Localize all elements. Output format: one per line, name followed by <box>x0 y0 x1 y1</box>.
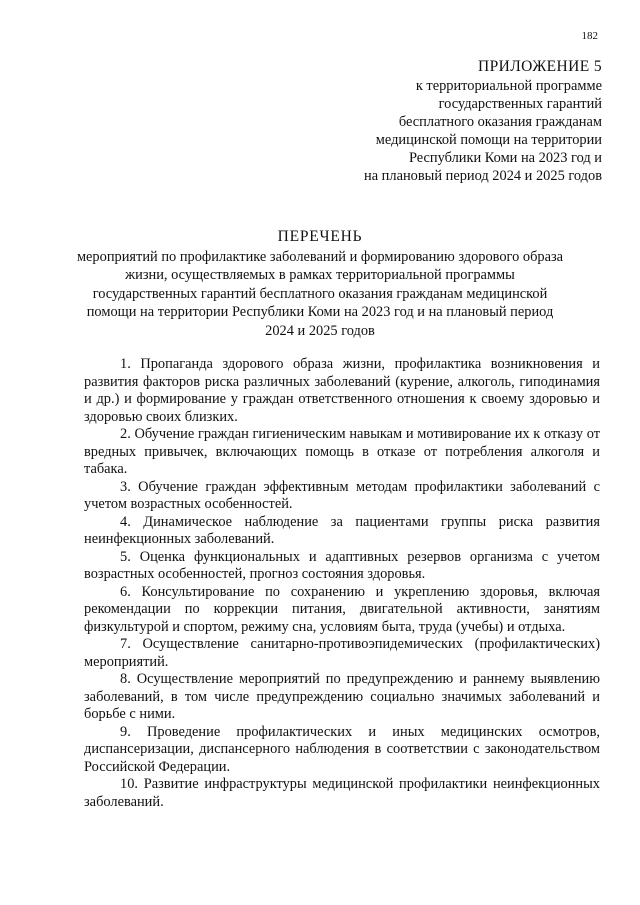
appendix-line: к территориальной программе <box>415 78 602 94</box>
list-item: 3. Обучение граждан эффективным методам профилактики заболеваний с учетом возрастных особенностей. <box>84 478 600 512</box>
list-item: 5. Оценка функциональных и адаптивных резервов организма с учетом возрастных особенностей, прогноз состояния здоровья. <box>84 548 600 582</box>
appendix-block <box>364 57 602 185</box>
appendix-line: Республики Коми на 2023 год и <box>408 150 602 166</box>
heading-line: мероприятий по профилактике заболеваний и формированию здорового образа <box>76 248 564 265</box>
heading-line: 2024 и 2025 годов <box>265 322 375 339</box>
list-item: 2. Обучение граждан гигиеническим навыкам и мотивирование их к отказу от вредных привычек, включающих помощь в отказе от потребления алкоголя и табака. <box>84 426 600 477</box>
heading-line: государственных гарантий бесплатного оказания гражданам медицинской <box>92 285 548 302</box>
list-item: 4. Динамическое наблюдение за пациентами группы риска развития неинфекционных заболеваний. <box>84 513 600 547</box>
heading-line: жизни, осуществляемых в рамках территориальной программы <box>125 267 515 283</box>
appendix-line: государственных гарантий <box>438 96 602 112</box>
appendix-line: медицинской помощи на территории <box>375 132 602 148</box>
heading-title: ПЕРЕЧЕНЬ <box>277 228 363 245</box>
page-number: 182 <box>581 30 598 42</box>
appendix-line: на плановый период 2024 и 2025 годов <box>364 168 602 184</box>
list-item: 10. Развитие инфраструктуры медицинской профилактики неинфекционных заболеваний. <box>84 776 600 810</box>
measures-list <box>84 356 600 811</box>
list-item: 9. Проведение профилактических и иных медицинских осмотров, диспансеризации, диспансерного наблюдения в соответствии с законодательством Российской Федерации. <box>84 723 600 775</box>
list-item: 1. Пропаганда здорового образа жизни, профилактика возникновения и развития факторов риска различных заболеваний (курение, алкоголь, гиподинамия и др.) и формирование у граждан ответственного отношения к своему здоровью и здоровью своих близких. <box>84 356 600 425</box>
list-item: 6. Консультирование по сохранению и укреплению здоровья, включая рекомендации по коррекции питания, двигательной активности, занятиям физкультурой и спортом, режиму сна, условиям быта, труда (учебы) и отдыха. <box>84 583 600 635</box>
list-item: 7. Осуществление санитарно-противоэпидемических (профилактических) мероприятий. <box>84 636 600 670</box>
appendix-title: ПРИЛОЖЕНИЕ 5 <box>478 58 602 75</box>
heading-line: помощи на территории Республики Коми на 2023 год и на плановый период <box>86 304 554 320</box>
document-heading <box>70 228 570 340</box>
appendix-line: бесплатного оказания гражданам <box>398 114 602 130</box>
list-item: 8. Осуществление мероприятий по предупреждению и раннему выявлению заболеваний, в том числе предупреждению социально значимых заболеваний и борьбе с ними. <box>84 671 600 722</box>
